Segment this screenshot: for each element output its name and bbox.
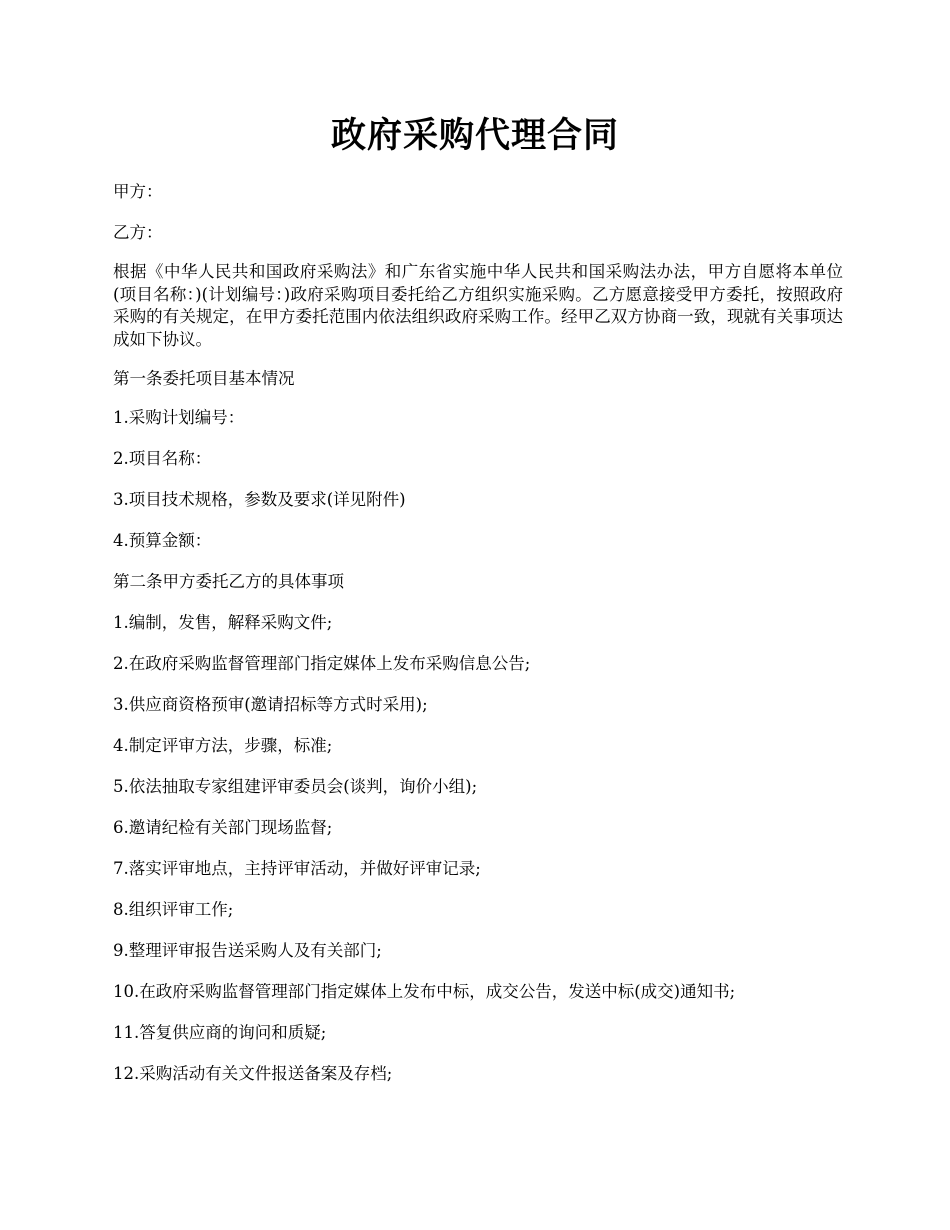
article-2-item: 4.制定评审方法，步骤，标准; — [113, 736, 333, 755]
article-2-item: 2.在政府采购监督管理部门指定媒体上发布采购信息公告; — [113, 654, 531, 673]
article-2-item: 8.组织评审工作; — [113, 900, 234, 919]
article-1-heading: 第一条委托项目基本情况 — [113, 369, 295, 388]
article-2-item: 7.落实评审地点，主持评审活动，并做好评审记录; — [113, 859, 481, 878]
article-2-item: 5.依法抽取专家组建评审委员会(谈判，询价小组); — [113, 777, 478, 796]
article-2-heading: 第二条甲方委托乙方的具体事项 — [113, 572, 344, 591]
article-2-item: 11.答复供应商的询问和质疑; — [113, 1023, 327, 1042]
article-2-item: 1.编制，发售，解释采购文件; — [113, 613, 333, 632]
article-1-item: 1.采购计划编号： — [113, 408, 245, 427]
article-2-item: 6.邀请纪检有关部门现场监督; — [113, 818, 333, 837]
article-2-item: 9.整理评审报告送采购人及有关部门; — [113, 941, 382, 960]
article-1-item: 3.项目技术规格，参数及要求(详见附件) — [113, 490, 406, 509]
article-2-item: 12.采购活动有关文件报送备案及存档; — [113, 1064, 393, 1083]
article-1-item: 2.项目名称： — [113, 449, 212, 468]
article-2-item: 10.在政府采购监督管理部门指定媒体上发布中标，成交公告，发送中标(成交)通知书; — [113, 982, 736, 1001]
article-2-item: 3.供应商资格预审(邀请招标等方式时采用); — [113, 695, 428, 714]
document-title: 政府采购代理合同 — [330, 115, 619, 156]
party-b-line: 乙方： — [113, 223, 163, 242]
intro-paragraph: 根据《中华人民共和国政府采购法》和广东省实施中华人民共和国采购法办法，甲方自愿将本单位(项目名称：)(计划编号：)政府采购项目委托给乙方组织实施采购。乙方愿意接受甲方委托，按照政府采购的有关规定，在甲方委托范围内依法组织政府采购工作。经甲乙双方协商一致，现就有关事项达成如下协议。 — [113, 262, 843, 349]
article-1-item: 4.预算金额： — [113, 531, 212, 550]
party-a-line: 甲方： — [113, 182, 163, 201]
